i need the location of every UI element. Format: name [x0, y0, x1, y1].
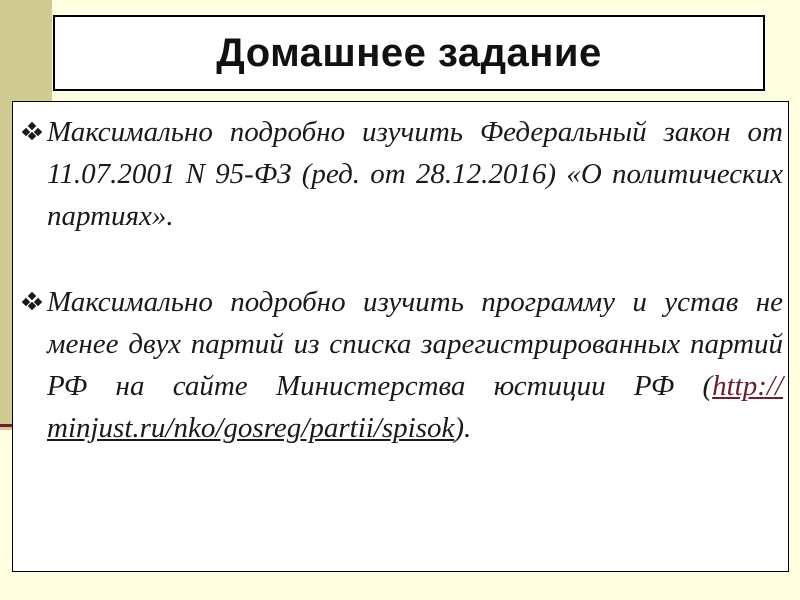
bullet-text-2-before: Максимально подробно изучить программу и устав не менее двух партий из списка зарегистрированных партий РФ на сайте Министерства юстиции РФ (	[47, 286, 783, 402]
bullet-text-2-after: ).	[454, 412, 472, 444]
bullet-item-1	[21, 111, 783, 237]
content-box	[12, 101, 789, 572]
diamond-bullet-icon	[21, 281, 47, 310]
slide-title: Домашнее задание	[216, 30, 602, 75]
minjust-link-protocol[interactable]: http://	[712, 370, 783, 402]
minjust-link-path[interactable]: minjust.ru/nko/gosreg/partii/spisok	[47, 412, 455, 444]
bullet-item-2	[21, 281, 783, 449]
diamond-bullet-icon	[21, 111, 47, 140]
title-box	[53, 15, 765, 91]
bullet-text-1: Максимально подробно изучить Федеральный закон от 11.07.2001 N 95-ФЗ (ред. от 28.12.2016) «О политических партиях».	[47, 116, 783, 232]
bullet-text-2	[47, 281, 783, 449]
